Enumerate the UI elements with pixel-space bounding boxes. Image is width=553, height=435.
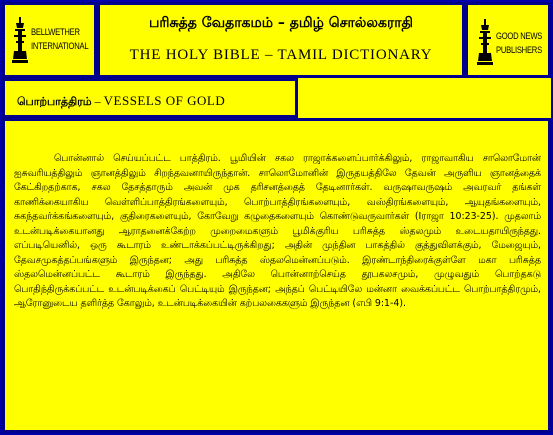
title-tamil: பரிசுத்த வேதாகமம் – தமிழ் சொல்லகராதி — [149, 15, 413, 31]
entry-heading — [17, 93, 225, 110]
good-news-line1: GOOD NEWS — [496, 31, 543, 41]
definition-text: பொன்னால் செய்யப்பட்ட பாத்திரம். பூமியின் சகல ராஜாக்களைப்பார்க்கிலும், ராஜாவாகிய சாலொமோன் ஐசுவரியத்திலும் ஞானத்திலும் சிறந்தவனாயிருந்தான். சாலொமோனின் இருதயத்திலே தேவன் அருளிய ஞானத்தைக் கேட்கிறதற்காக, சகல தேசத்தாரும் அவன் முக தரிசனத்தைத் தேடினார்கள். வருஷாவருஷம் அவரவர் தங்கள் காணிக்கையாகிய வெள்ளிப்பாத்திரங்களையும், பொற்பாத்திரங்களையும், வஸ்திரங்களையும், ஆயுதங்களையும், சுகந்தவர்க்கங்களையும், குதிரைகளையும், கோவேறு கழுதைகளையும் கொண்டுவருவார்கள் (Iராஜா 10:23-25). முதலாம் உடன்படிக்கையானது ஆராதனைக்கேற்ற முறைமைகளும் பூமிக்குரிய பரிசுத்த ஸ்தலமும் உடையதாயிருந்தது. எப்படியெனில், ஒரு கூடாரம் உண்டாக்கப்பட்டிருக்கிறது; அதின் முந்தின பாகத்தில் குத்துவிளக்கும், மேஜையும், தேவசமுகத்தப்பங்களும் இருந்தன; அது பரிசுத்த ஸ்தலமென்னப்படும். இரண்டாந்திரைக்குள்ளே மகா பரிசுத்த ஸ்தலமென்னப்பட்ட கூடாரம் இருந்தது. அதிலே பொன்னாற்செய்த தூபகலசமும், முழுவதும் பொற்தகடு பொதிந்திருக்கப்பட்ட உடன்படிக்கைப் பெட்டியும் இருந்தன; அந்தப் பெட்டியிலே மன்னா வைக்கப்பட்ட பொற்பாத்திரமும், ஆரோனுடைய தளிர்த்த கோலும், உடன்படிக்கையின் கற்பலகைகளும் இருந்தன (எபி 9:1-4). — [14, 153, 541, 309]
entry-separator: – — [94, 94, 101, 108]
entry-word-english: VESSELS OF GOLD — [103, 93, 226, 108]
bellwether-line1: BELLWETHER — [31, 27, 80, 37]
entry-heading-panel — [2, 78, 298, 118]
lamp-stand-icon — [476, 17, 494, 69]
entry-word-tamil: பொற்பாத்திரம் — [17, 95, 92, 108]
good-news-line2: PUBLISHERS — [496, 45, 542, 55]
title-english: THE HOLY BIBLE – TAMIL DICTIONARY — [129, 47, 433, 63]
bellwether-line2: INTERNATIONAL — [31, 41, 89, 51]
bellwether-logo — [11, 15, 98, 67]
definition-panel — [2, 118, 551, 433]
bellwether-logo-panel[interactable] — [2, 2, 97, 78]
dictionary-header — [97, 2, 465, 78]
good-news-logo — [476, 17, 550, 69]
lamp-stand-icon — [11, 15, 29, 67]
good-news-logo-panel[interactable] — [465, 2, 551, 78]
